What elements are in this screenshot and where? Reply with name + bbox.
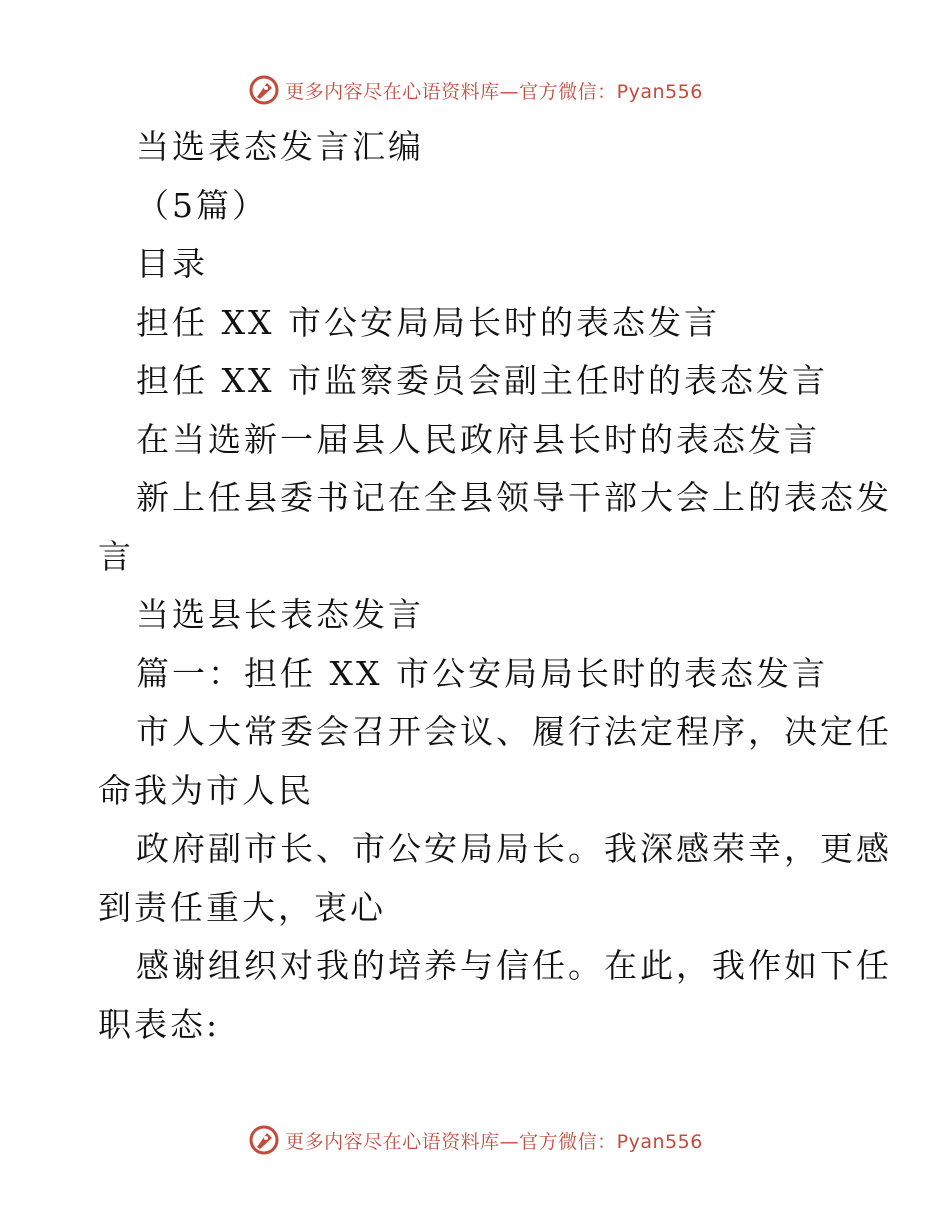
section-heading: 篇一：担任 XX 市公安局局长时的表态发言 — [136, 653, 828, 693]
toc-item: 新上任县委书记在全县领导干部大会上的表态发 — [136, 478, 892, 517]
paragraph-line: 感谢组织对我的培养与信任。在此，我作如下任 — [136, 946, 892, 985]
toc-item-continued: 言 — [98, 536, 134, 576]
toc-heading: 目录 — [136, 244, 208, 283]
document-title: 当选表态发言汇编 — [136, 127, 424, 166]
paragraph-line: 职表态: — [98, 1004, 221, 1044]
pen-nib-logo-icon — [247, 1123, 281, 1157]
toc-item: 在当选新一届县人民政府县长时的表态发言 — [136, 419, 820, 459]
document-body — [98, 118, 892, 1054]
paragraph-line: 命我为市人民 — [98, 770, 314, 810]
toc-item: 担任 XX 市监察委员会副主任时的表态发言 — [136, 361, 828, 400]
header-watermark — [0, 70, 950, 110]
paragraph-line: 政府副市长、市公安局局长。我深感荣幸，更感 — [136, 829, 892, 868]
paragraph-line: 到责任重大，衷心 — [98, 887, 386, 927]
toc-item: 担任 XX 市公安局局长时的表态发言 — [136, 302, 720, 342]
watermark-text: 更多内容尽在心语资料库—官方微信：Pyan556 — [285, 80, 703, 103]
toc-item: 当选县长表态发言 — [136, 595, 424, 634]
footer-watermark — [0, 1120, 950, 1160]
paragraph-line: 市人大常委会召开会议、履行法定程序，决定任 — [136, 712, 892, 751]
document-subtitle: （5篇） — [136, 185, 268, 225]
pen-nib-logo-icon — [247, 73, 281, 107]
watermark-text: 更多内容尽在心语资料库—官方微信：Pyan556 — [285, 1130, 703, 1153]
